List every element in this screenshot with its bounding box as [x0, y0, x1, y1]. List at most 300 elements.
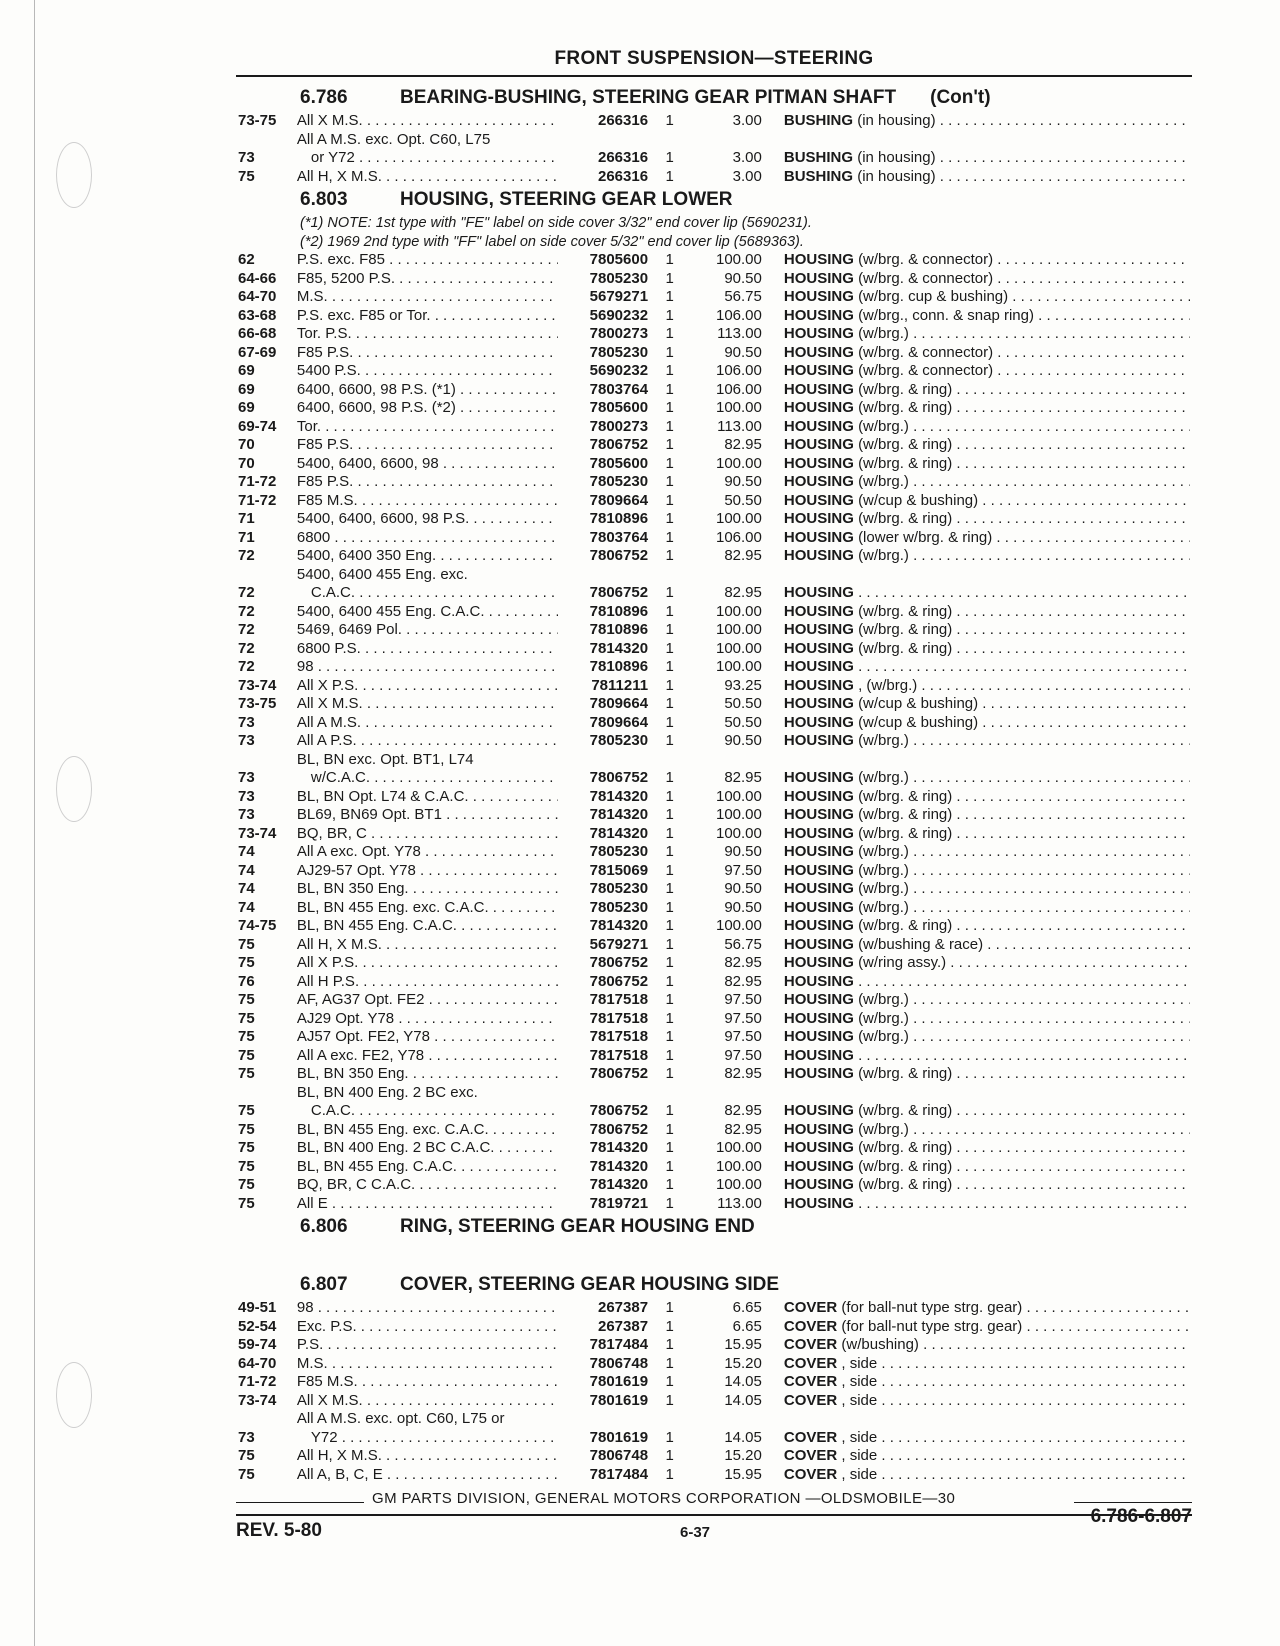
- part-row: [238, 251, 1190, 270]
- quantity: 1: [665, 1139, 674, 1156]
- description: [762, 1010, 1190, 1029]
- application-line: 6800 . . .: [297, 529, 558, 548]
- part-number: 7806752: [589, 1065, 649, 1082]
- part-number: 7806748: [589, 1354, 649, 1372]
- part-number: 7814320: [589, 1157, 649, 1175]
- price: 82.95: [724, 1102, 762, 1119]
- part-number: 266316: [598, 112, 649, 129]
- punch-hole: [56, 1362, 92, 1428]
- part-number: 7805230: [589, 898, 649, 916]
- application-line: All A exc. FE2, Y78 . . .: [297, 1047, 558, 1066]
- part-row: [238, 695, 1190, 714]
- part-number: 7810896: [589, 658, 649, 675]
- part-detail: (w/brg.): [858, 1120, 909, 1138]
- quantity: 1: [665, 954, 674, 971]
- part-name: HOUSING: [783, 898, 854, 916]
- application: [297, 1466, 558, 1485]
- part-detail: (w/brg.): [858, 1009, 909, 1027]
- model-year: 73: [238, 732, 255, 749]
- part-detail: (for ball-nut type strg. gear): [841, 1299, 1023, 1316]
- price: 100.00: [715, 787, 762, 805]
- part-row: [238, 288, 1190, 307]
- part-row: [238, 954, 1190, 973]
- application-line: All A M.S. exc. opt. C60, L75 or: [296, 1410, 505, 1427]
- price: 3.00: [732, 167, 762, 185]
- application: [297, 455, 558, 474]
- quantity: 1: [665, 1299, 674, 1316]
- model-year: 73: [238, 806, 255, 823]
- part-row: [238, 640, 1190, 659]
- part-number: 7806752: [589, 1102, 649, 1119]
- part-name: HOUSING: [783, 269, 854, 287]
- application-line: 5469, 6469 Pol. . . .: [297, 621, 558, 640]
- application: [297, 325, 558, 344]
- description: [762, 991, 1190, 1010]
- part-row: [238, 732, 1190, 751]
- part-row: [238, 529, 1190, 548]
- quantity: 1: [665, 473, 674, 490]
- price: 82.95: [724, 972, 762, 990]
- description: [762, 1299, 1190, 1318]
- part-number: 7803764: [589, 380, 649, 398]
- application-line: All A M.S. exc. Opt. C60, L75: [296, 130, 491, 148]
- part-name: HOUSING: [783, 972, 854, 990]
- application-line: All A M.S. . . .: [297, 714, 558, 733]
- application-line: All H, X M.S. . . .: [297, 1447, 558, 1466]
- description: [762, 1318, 1190, 1337]
- application: [297, 825, 558, 844]
- application: [297, 547, 558, 566]
- model-year: 75: [238, 1065, 255, 1082]
- description: [762, 510, 1190, 529]
- part-number: 7801619: [589, 1428, 649, 1446]
- application: [297, 131, 558, 168]
- description: [762, 112, 1190, 131]
- quantity: 1: [665, 1317, 674, 1335]
- description: [762, 251, 1190, 270]
- part-name: HOUSING: [783, 584, 854, 601]
- part-name: HOUSING: [783, 510, 854, 527]
- part-row: [238, 1466, 1190, 1485]
- part-number: 7800273: [589, 325, 649, 342]
- price: 90.50: [724, 880, 762, 897]
- application: [297, 751, 558, 788]
- price: 97.50: [724, 1009, 762, 1027]
- description: [762, 825, 1190, 844]
- description: [762, 418, 1190, 437]
- part-detail: (w/brg.): [858, 325, 909, 342]
- section-range: 6.786-6.807: [1090, 1506, 1192, 1527]
- description: [762, 899, 1190, 918]
- description: [762, 492, 1190, 511]
- part-number: 7805230: [589, 843, 649, 860]
- application-line: Tor. . . .: [297, 418, 558, 437]
- model-year: 73: [238, 787, 255, 805]
- description: [762, 547, 1190, 566]
- part-number: 7801619: [589, 1373, 649, 1390]
- application-line: F85 M.S. . . .: [297, 1373, 558, 1392]
- quantity: 1: [665, 676, 674, 694]
- quantity: 1: [665, 935, 674, 953]
- application: [297, 714, 558, 733]
- part-row: [238, 362, 1190, 381]
- part-row: [238, 1355, 1190, 1374]
- application: [297, 399, 558, 418]
- part-row: [238, 806, 1190, 825]
- model-year: 75: [238, 167, 255, 185]
- part-number: 7814320: [589, 1176, 649, 1193]
- part-row: [238, 436, 1190, 455]
- quantity: 1: [665, 1354, 674, 1372]
- part-name: HOUSING: [783, 417, 854, 435]
- model-year: 74: [238, 898, 255, 916]
- quantity: 1: [665, 1176, 674, 1193]
- quantity: 1: [665, 769, 674, 786]
- model-year: 67-69: [238, 343, 277, 361]
- application: [297, 288, 558, 307]
- part-number: 7800273: [589, 417, 649, 435]
- model-year: 66-68: [238, 325, 277, 342]
- price: 100.00: [715, 251, 762, 268]
- model-year: 63-68: [238, 306, 277, 324]
- model-year: 73-74: [238, 676, 277, 694]
- part-row: [238, 1047, 1190, 1066]
- part-detail: (w/brg. & ring): [858, 639, 953, 657]
- application-line: All A exc. Opt. Y78 . . .: [297, 843, 558, 862]
- price: 56.75: [724, 288, 762, 305]
- part-row: [238, 381, 1190, 400]
- application: [297, 529, 558, 548]
- application: [297, 473, 558, 492]
- model-year: 73: [238, 769, 255, 786]
- part-row: [238, 1447, 1190, 1466]
- quantity: 1: [665, 454, 674, 472]
- part-name: HOUSING: [783, 602, 854, 620]
- description: [762, 788, 1190, 807]
- model-year: 73-75: [238, 112, 277, 129]
- model-year: 69: [238, 362, 255, 379]
- price: 82.95: [724, 1065, 762, 1082]
- part-name: HOUSING: [783, 621, 854, 638]
- price: 100.00: [715, 399, 762, 416]
- part-name: COVER: [783, 1354, 838, 1372]
- model-year: 71: [238, 528, 255, 546]
- application: [297, 510, 558, 529]
- part-row: [238, 1158, 1190, 1177]
- price: 100.00: [715, 639, 762, 657]
- application: [297, 1447, 558, 1466]
- quantity: 1: [665, 528, 674, 546]
- model-year: 75: [238, 1139, 255, 1156]
- part-name: HOUSING: [783, 1046, 854, 1064]
- application-line: 5400, 6400 455 Eng. exc.: [296, 565, 468, 583]
- application-line: Y72 . . .: [297, 1429, 558, 1448]
- footer-rule-left: [236, 1502, 364, 1503]
- price: 97.50: [724, 991, 762, 1008]
- model-year: 73: [238, 713, 255, 731]
- application: [297, 1176, 558, 1195]
- price: 82.95: [724, 954, 762, 971]
- part-row: [238, 547, 1190, 566]
- description: [762, 529, 1190, 548]
- part-detail: (w/brg. & ring): [858, 510, 953, 527]
- application-line: All H, X M.S. . . .: [297, 936, 558, 955]
- part-number: 7806752: [589, 547, 649, 564]
- description: [762, 1429, 1190, 1448]
- page-header: FRONT SUSPENSION—STEERING: [554, 48, 874, 69]
- part-number: 7809664: [589, 695, 649, 712]
- part-name: HOUSING: [783, 954, 854, 971]
- price: 50.50: [724, 713, 762, 731]
- part-detail: (w/brg. cup & bushing): [858, 288, 1009, 305]
- model-year: 75: [238, 954, 255, 971]
- description: [762, 473, 1190, 492]
- price: 14.05: [724, 1428, 762, 1446]
- description: [762, 1047, 1190, 1066]
- part-number: 7806752: [589, 954, 649, 971]
- section-spacer: [238, 1241, 1190, 1271]
- application-line: F85 P.S. . . .: [297, 436, 558, 455]
- part-name: COVER: [783, 1391, 838, 1409]
- quantity: 1: [665, 1028, 674, 1045]
- part-row: [238, 751, 1190, 788]
- application-line: 5400, 6400, 6600, 98 . . .: [297, 455, 558, 474]
- quantity: 1: [665, 843, 674, 860]
- price: 15.95: [724, 1336, 762, 1353]
- part-detail: (w/brg., conn. & snap ring): [858, 306, 1034, 324]
- part-row: [238, 880, 1190, 899]
- quantity: 1: [665, 269, 674, 287]
- part-detail: (in housing): [857, 112, 936, 129]
- price: 3.00: [732, 112, 762, 129]
- application-line: AJ29 Opt. Y78 . . .: [297, 1010, 558, 1029]
- part-row: [238, 399, 1190, 418]
- part-name: HOUSING: [783, 1028, 854, 1045]
- quantity: 1: [665, 787, 674, 805]
- quantity: 1: [665, 306, 674, 324]
- part-number: 267387: [598, 1317, 649, 1335]
- model-year: 74-75: [238, 917, 277, 934]
- part-row: [238, 936, 1190, 955]
- part-detail: (w/brg. & ring): [858, 1139, 953, 1156]
- description: [762, 936, 1190, 955]
- section-number: 6.803: [300, 189, 348, 210]
- part-detail: (w/brg. & ring): [858, 399, 953, 416]
- part-number: 5690232: [589, 362, 649, 379]
- part-detail: , side: [841, 1391, 878, 1409]
- quantity: 1: [665, 112, 674, 129]
- application-line: All A, B, C, E . . .: [297, 1466, 558, 1485]
- section-title: RING, STEERING GEAR HOUSING END: [400, 1216, 755, 1237]
- application: [297, 603, 558, 622]
- application-line: All X P.S. . . .: [297, 954, 558, 973]
- part-name: COVER: [783, 1465, 838, 1483]
- application-line: F85, 5200 P.S. . . .: [297, 270, 558, 289]
- quantity: 1: [665, 491, 674, 509]
- quantity: 1: [665, 639, 674, 657]
- price: 100.00: [715, 1139, 762, 1156]
- footer-publisher: GM PARTS DIVISION, GENERAL MOTORS CORPORATION —OLDSMOBILE—30: [372, 1490, 956, 1507]
- model-year: 69: [238, 399, 255, 416]
- application: [297, 677, 558, 696]
- part-number: 7810896: [589, 510, 649, 527]
- part-name: BUSHING: [783, 112, 854, 129]
- part-row: [238, 307, 1190, 326]
- section-heading: [238, 1271, 1190, 1299]
- part-detail: (for ball-nut type strg. gear): [841, 1317, 1023, 1335]
- application-line: AJ57 Opt. FE2, Y78 . . .: [297, 1028, 558, 1047]
- price: 113.00: [717, 1194, 762, 1212]
- part-name: COVER: [783, 1428, 838, 1446]
- quantity: 1: [665, 1046, 674, 1064]
- footer-line: [236, 1490, 1192, 1510]
- model-year: 72: [238, 658, 255, 675]
- part-row: [238, 473, 1190, 492]
- quantity: 1: [665, 898, 674, 916]
- price: 113.00: [717, 417, 762, 435]
- quantity: 1: [665, 732, 674, 749]
- part-name: HOUSING: [783, 251, 854, 268]
- part-detail: (w/ring assy.): [858, 954, 947, 971]
- part-detail: (w/brg.): [858, 880, 909, 897]
- part-name: HOUSING: [783, 824, 854, 842]
- part-name: HOUSING: [783, 343, 854, 361]
- quantity: 1: [665, 362, 674, 379]
- description: [762, 168, 1190, 187]
- part-row: [238, 677, 1190, 696]
- description: [762, 714, 1190, 733]
- application-line: P.S. exc. F85 or Tor. . . .: [297, 307, 558, 326]
- part-detail: (w/brg.): [858, 417, 909, 435]
- price: 90.50: [724, 898, 762, 916]
- part-number: 7817484: [589, 1465, 649, 1483]
- section-number: 6.806: [300, 1216, 348, 1237]
- application: [297, 1121, 558, 1140]
- application: [297, 344, 558, 363]
- description: [762, 399, 1190, 418]
- punch-hole: [56, 142, 92, 208]
- price: 97.50: [724, 1046, 762, 1064]
- model-year: 75: [238, 1046, 255, 1064]
- price: 106.00: [715, 362, 762, 379]
- part-detail: (w/brg. & ring): [858, 1176, 953, 1193]
- quantity: 1: [665, 621, 674, 638]
- part-number: 7809664: [589, 491, 649, 509]
- part-number: 7817518: [589, 1009, 649, 1027]
- price: 100.00: [715, 824, 762, 842]
- part-name: HOUSING: [783, 436, 854, 453]
- part-name: HOUSING: [783, 1194, 854, 1212]
- model-year: 59-74: [238, 1336, 277, 1353]
- part-name: COVER: [783, 1317, 838, 1335]
- price: 100.00: [715, 454, 762, 472]
- price: 97.50: [724, 861, 762, 879]
- description: [762, 455, 1190, 474]
- part-detail: (w/brg. & ring): [858, 824, 953, 842]
- application-line: BL, BN 400 Eng. 2 BC C.A.C. . . .: [297, 1139, 558, 1158]
- section-title: HOUSING, STEERING GEAR LOWER: [400, 189, 733, 210]
- price: 15.20: [724, 1447, 762, 1464]
- application-line: 6800 P.S. . . .: [297, 640, 558, 659]
- application-line: w/C.A.C. . . .: [297, 769, 558, 788]
- part-name: HOUSING: [783, 491, 854, 509]
- price: 100.00: [715, 1176, 762, 1193]
- application: [297, 1028, 558, 1047]
- quantity: 1: [665, 824, 674, 842]
- model-year: 75: [238, 1028, 255, 1045]
- model-year: 72: [238, 584, 255, 601]
- application: [297, 658, 558, 677]
- application: [297, 418, 558, 437]
- section-number: 6.807: [300, 1274, 348, 1295]
- application: [297, 880, 558, 899]
- application-line: 5400, 6400 455 Eng. C.A.C. . . .: [297, 603, 558, 622]
- part-number: 7806752: [589, 584, 649, 601]
- part-name: HOUSING: [783, 1120, 854, 1138]
- price: 90.50: [724, 269, 762, 287]
- quantity: 1: [665, 917, 674, 934]
- part-number: 7815069: [589, 861, 649, 879]
- price: 90.50: [724, 473, 762, 490]
- application: [297, 436, 558, 455]
- part-detail: , side: [841, 1354, 878, 1372]
- price: 3.00: [732, 149, 762, 166]
- part-number: 7806748: [589, 1447, 649, 1464]
- part-detail: (w/brg. & connector): [858, 251, 994, 268]
- quantity: 1: [665, 972, 674, 990]
- application-line: BL, BN 455 Eng. C.A.C. . . .: [297, 1158, 558, 1177]
- punch-hole: [56, 756, 92, 822]
- quantity: 1: [665, 1428, 674, 1446]
- quantity: 1: [665, 149, 674, 166]
- model-year: 71-72: [238, 473, 277, 490]
- price: 93.25: [724, 676, 762, 694]
- quantity: 1: [665, 991, 674, 1008]
- price: 6.65: [732, 1299, 762, 1316]
- part-name: HOUSING: [783, 380, 854, 398]
- application-line: All X M.S. . . .: [297, 1392, 558, 1411]
- description: [762, 149, 1190, 168]
- part-name: HOUSING: [783, 362, 854, 379]
- part-name: HOUSING: [783, 1102, 854, 1119]
- quantity: 1: [665, 1065, 674, 1082]
- description: [762, 1065, 1190, 1084]
- part-name: HOUSING: [783, 547, 854, 564]
- part-row: [238, 418, 1190, 437]
- part-row: [238, 455, 1190, 474]
- application-line: P.S. . . .: [297, 1336, 558, 1355]
- part-name: COVER: [783, 1373, 838, 1390]
- part-name: HOUSING: [783, 991, 854, 1008]
- part-name: HOUSING: [783, 288, 854, 305]
- part-row: [238, 131, 1190, 168]
- part-detail: (w/bushing): [841, 1336, 919, 1353]
- part-row: [238, 344, 1190, 363]
- part-row: [238, 112, 1190, 131]
- quantity: 1: [665, 1447, 674, 1464]
- part-name: HOUSING: [783, 917, 854, 934]
- application-line: M.S. . . .: [297, 288, 558, 307]
- price: 100.00: [715, 917, 762, 934]
- description: [762, 1336, 1190, 1355]
- part-number: 7817518: [589, 1046, 649, 1064]
- part-name: HOUSING: [783, 713, 854, 731]
- application-line: 6400, 6600, 98 P.S. (*2) . . .: [297, 399, 558, 418]
- part-row: [238, 1336, 1190, 1355]
- binding-edge-line: [34, 0, 35, 1646]
- quantity: 1: [665, 1465, 674, 1483]
- price: 82.95: [724, 769, 762, 786]
